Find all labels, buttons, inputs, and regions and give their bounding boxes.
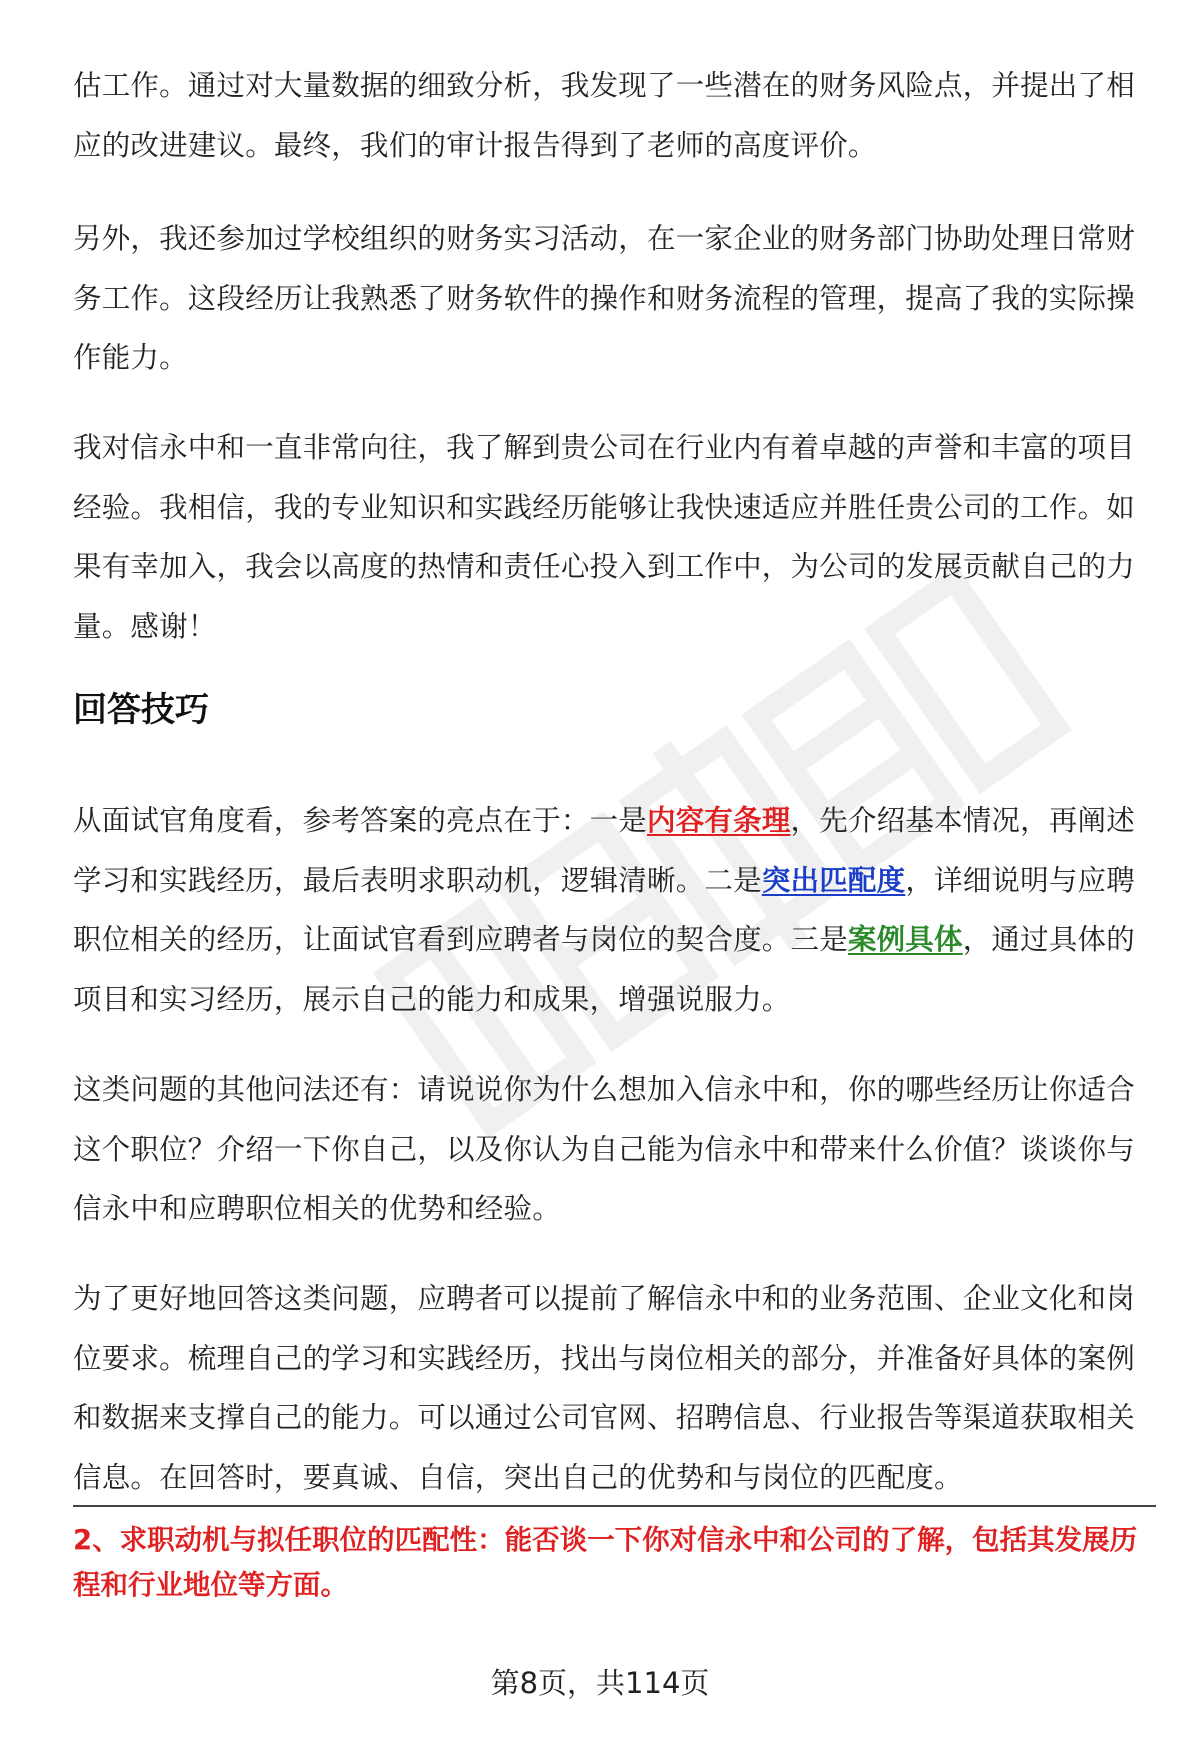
highlight-organized: 内容有条理 — [647, 804, 791, 837]
tips-text-b: ，先介绍基本情况，再阐述学习和实践经历，最后表明求职动机，逻辑清晰。二是 — [73, 804, 1135, 897]
highlight-match: 突出匹配度 — [761, 863, 906, 897]
paragraph-alt-questions: 这类问题的其他问法还有：请说说你为什么想加入信永中和，你的哪些经历让你适合这个职位？介绍一下你自己，以及你认为自己能为信永中和带来什么价值？谈谈你与信永中和应聘职位相关的优势和经验。 — [73, 1073, 1135, 1226]
tips-text-c: ，详细说明与应聘职位相关的经历，让面试官看到应聘者与岗位的契合度。三是 — [73, 863, 1135, 957]
tips-paragraph — [73, 791, 1148, 1029]
tips-text-d: ，通过具体的项目和实习经历，展示自己的能力和成果，增强说服力。 — [73, 923, 1135, 1016]
paragraph-1: 估工作。通过对大量数据的细致分析，我发现了一些潜在的财务风险点，并提出了相应的改进建议。最终，我们的审计报告得到了老师的高度评价。 — [73, 69, 1135, 162]
page-number: 第8页，共114页 — [490, 1666, 710, 1700]
paragraph-2: 另外，我还参加过学校组织的财务实习活动，在一家企业的财务部门协助处理日常财务工作。这段经历让我熟悉了财务软件的操作和财务流程的管理，提高了我的实际操作能力。 — [73, 222, 1135, 375]
paragraph-preparation: 为了更好地回答这类问题，应聘者可以提前了解信永中和的业务范围、企业文化和岗位要求。梳理自己的学习和实践经历，找出与岗位相关的部分，并准备好具体的案例和数据来支撑自己的能力。可以通过公司官网、招聘信息、行业报告等渠道获取相关信息。在回答时，要真诚、自信，突出自己的优势和与岗位的匹配度。 — [73, 1282, 1135, 1494]
tips-text-a: 从面试官角度看，参考答案的亮点在于：一是 — [73, 804, 648, 837]
section-heading: 回答技巧 — [73, 690, 209, 730]
paragraph-3: 我对信永中和一直非常向往，我了解到贵公司在行业内有着卓越的声誉和丰富的项目经验。我相信，我的专业知识和实践经历能够让我快速适应并胜任贵公司的工作。如果有幸加入，我会以高度的热情和责任心投入到工作中，为公司的发展贡献自己的力量。感谢！ — [73, 431, 1135, 643]
next-question: 2、求职动机与拟任职位的匹配性：能否谈一下你对信永中和公司的了解，包括其发展历程和行业地位等方面。 — [73, 1524, 1138, 1601]
section-divider — [73, 1505, 1156, 1507]
highlight-concrete: 案例具体 — [847, 923, 963, 957]
